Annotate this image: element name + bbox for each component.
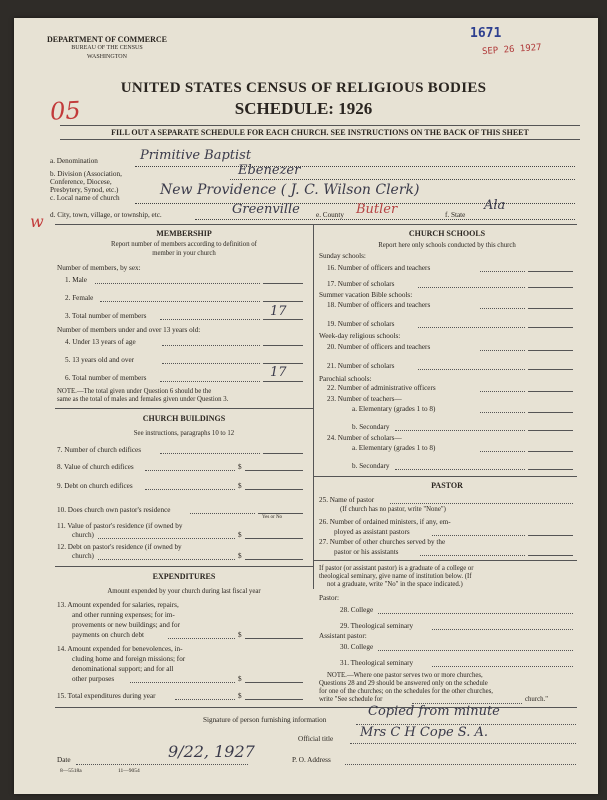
q13-dots <box>168 638 235 639</box>
q6-answer-line[interactable] <box>263 381 303 382</box>
q9-answer-line[interactable] <box>245 489 303 490</box>
q24a-answer-line[interactable] <box>528 451 573 452</box>
yes-no-hint: Yes or No <box>262 515 283 520</box>
signature-label: Signature of person furnishing information <box>203 716 327 724</box>
q3-dots <box>160 319 260 320</box>
department-name: DEPARTMENT OF COMMERCE <box>46 35 167 44</box>
q20-label: 20. Number of officers and teachers <box>327 343 431 351</box>
q22-label: 22. Number of administrative officers <box>327 384 436 392</box>
serial-number: 1671 <box>470 26 502 41</box>
q11-dollar: $ <box>238 531 242 539</box>
q12-dollar: $ <box>238 552 242 560</box>
q25-answer-line[interactable] <box>390 503 573 504</box>
q2-dots <box>100 301 260 302</box>
q13-label-d: payments on church debt <box>72 631 145 639</box>
q25-note: (If church has no pastor, write "None") <box>340 506 446 513</box>
q23a-answer-line[interactable] <box>528 412 573 413</box>
q2-female-label: 2. Female <box>65 294 94 302</box>
q1-answer-line[interactable] <box>263 283 303 284</box>
q23b-dots <box>395 430 525 431</box>
q15-dots <box>175 699 235 700</box>
q22-answer-line[interactable] <box>528 391 573 392</box>
q12-label-b: church) <box>72 552 94 560</box>
denomination-value: Primitive Baptist <box>140 148 252 163</box>
q27-label-b: pastor or his assistants <box>334 548 399 556</box>
q14-label-c: denominational support; and for all <box>72 665 174 673</box>
q14-dollar: $ <box>238 675 242 683</box>
q23b-answer-line[interactable] <box>528 430 573 431</box>
q10-answer-line[interactable] <box>258 513 303 514</box>
membership-sub1: Report number of members according to definition of <box>111 241 257 248</box>
q26-dots <box>432 535 525 536</box>
membership-note1: NOTE.—The total given under Question 6 should be the <box>57 388 212 395</box>
q9-dots <box>145 489 235 490</box>
q14-answer-line[interactable] <box>245 682 303 683</box>
q3-total-label: 3. Total number of members <box>65 312 147 320</box>
local-name-label: c. Local name of church <box>50 194 120 202</box>
department-block <box>42 35 172 62</box>
denomination-label: a. Denomination <box>50 157 98 165</box>
schools-sub: Report here only schools conducted by this church <box>378 242 516 249</box>
bureau-name: BUREAU OF THE CENSUS <box>71 45 143 51</box>
q24a-label: a. Elementary (grades 1 to 8) <box>352 444 436 452</box>
pastor-note-3: for one of the churches; on the schedules for the other churches, <box>319 688 494 695</box>
buildings-heading: CHURCH BUILDINGS <box>142 414 226 423</box>
official-title-value: Mrs C H Cope S. A. <box>360 725 489 740</box>
grad-note-1: If pastor (or assistant pastor) is a graduate of a college or <box>319 565 474 572</box>
q9-label: 9. Debt on church edifices <box>57 482 133 490</box>
county-value: Butler <box>356 202 398 217</box>
grad-note-2: theological seminary, give name of institution below. (If <box>319 573 472 580</box>
q16-label: 16. Number of officers and teachers <box>327 264 431 272</box>
q31-label: 31. Theological seminary <box>340 659 414 667</box>
q22-dots <box>480 391 525 392</box>
q17-dots <box>418 287 525 288</box>
under-over-label: Number of members under and over 13 years old: <box>57 326 201 334</box>
q10-label: 10. Does church own pastor's residence <box>57 506 171 514</box>
q13-dollar: $ <box>238 631 242 639</box>
signature-value: Copied from minute <box>368 704 500 719</box>
q23b-label: b. Secondary <box>352 423 390 431</box>
denomination-line <box>135 166 575 167</box>
date-stamp: SEP 26 1927 <box>481 42 542 58</box>
q15-dollar: $ <box>238 692 242 700</box>
pastor-note-4: write "See schedule for <box>319 696 383 703</box>
city-label: d. City, town, village, or township, etc. <box>50 211 162 219</box>
q7-label: 7. Number of church edifices <box>57 446 142 454</box>
q24b-label: b. Secondary <box>352 462 390 470</box>
local-name-value: New Providence ( J. C. Wilson Clerk) <box>160 182 420 198</box>
expenditures-heading: EXPENDITURES <box>152 572 216 581</box>
city-value: Greenville <box>232 202 300 217</box>
q4-label: 4. Under 13 years of age <box>65 338 136 346</box>
q12-answer-line[interactable] <box>245 559 303 560</box>
instruction-banner: FILL OUT A SEPARATE SCHEDULE FOR EACH CHURCH. SEE INSTRUCTIONS ON THE BACK OF THIS SHEET <box>60 125 580 140</box>
q20-answer-line[interactable] <box>528 350 573 351</box>
q24b-answer-line[interactable] <box>528 469 573 470</box>
po-address-line[interactable] <box>345 764 576 765</box>
q11-label-b: church) <box>72 531 94 539</box>
q4-dots <box>162 345 260 346</box>
schools-bottom-rule <box>313 476 577 477</box>
pastor-note-5: church." <box>525 696 548 703</box>
membership-bottom-rule <box>55 408 313 409</box>
weekday-label: Week-day religious schools: <box>319 332 401 340</box>
state-value: Ala <box>484 198 506 213</box>
q14-label-b: cluding home and foreign missions; for <box>72 655 186 663</box>
q8-label: 8. Value of church edifices <box>57 463 134 471</box>
date-line[interactable] <box>76 764 248 765</box>
q16-answer-line[interactable] <box>528 271 573 272</box>
q18-label: 18. Number of officers and teachers <box>327 301 431 309</box>
buildings-bottom-rule <box>55 566 313 567</box>
q5-label: 5. 13 years old and over <box>65 356 135 364</box>
pastor-subheading: Pastor: <box>319 594 339 602</box>
q15-answer-line[interactable] <box>245 699 303 700</box>
state-label: f. State <box>445 211 466 219</box>
division-value: Ebenezer <box>238 163 301 178</box>
q14-dots <box>130 682 235 683</box>
q19-label: 19. Number of scholars <box>327 320 395 328</box>
q13-label-b: and other running expenses; for im- <box>72 611 175 619</box>
q23a-label: a. Elementary (grades 1 to 8) <box>352 405 436 413</box>
q4-answer-line[interactable] <box>263 345 303 346</box>
q11-answer-line[interactable] <box>245 538 303 539</box>
q8-dots <box>145 470 235 471</box>
red-handwritten-number: 05 <box>49 96 82 126</box>
q17-answer-line[interactable] <box>528 287 573 288</box>
q18-answer-line[interactable] <box>528 308 573 309</box>
city-name: WASHINGTON <box>87 54 127 60</box>
q28-label: 28. College <box>340 606 374 614</box>
q26-label-a: 26. Number of ordained ministers, if any, em- <box>319 518 451 526</box>
print-number: 11—9054 <box>118 768 140 774</box>
q19-dots <box>418 327 525 328</box>
q23-label: 23. Number of teachers— <box>327 395 402 403</box>
q9-dollar: $ <box>238 482 242 490</box>
assistant-subheading: Assistant pastor: <box>319 632 367 640</box>
grad-note-3: not a graduate, write "No" in the space indicated.) <box>327 581 463 588</box>
q10-dots <box>190 513 255 514</box>
buildings-sub: See instructions, paragraphs 10 to 12 <box>133 430 235 437</box>
q14-label-d: other purposes <box>72 675 115 683</box>
form-subtitle: SCHEDULE: 1926 <box>234 99 373 118</box>
parochial-label: Parochial schools: <box>319 375 372 383</box>
q17-label: 17. Number of scholars <box>327 280 395 288</box>
q24a-dots <box>480 451 525 452</box>
date-value: 9/22, 1927 <box>168 742 255 761</box>
q23a-dots <box>480 412 525 413</box>
expenditures-sub: Amount expended by your church during last fiscal year <box>107 588 261 595</box>
members-by-sex-label: Number of members, by sex: <box>57 264 141 272</box>
pastor-note-1: NOTE.—Where one pastor serves two or more churches, <box>327 672 483 679</box>
q13-label-c: provements or new buildings; and for <box>72 621 180 629</box>
schools-heading: CHURCH SCHOOLS <box>408 229 486 238</box>
form-title: UNITED STATES CENSUS OF RELIGIOUS BODIES <box>120 80 487 96</box>
q6-value: 17 <box>270 365 287 380</box>
q5-dots <box>162 363 260 364</box>
q12-dots <box>98 559 235 560</box>
membership-heading: MEMBERSHIP <box>156 229 212 238</box>
q21-dots <box>418 369 525 370</box>
q27-dots <box>420 555 525 556</box>
q28-answer-line[interactable] <box>378 613 573 614</box>
q18-dots <box>480 308 525 309</box>
pastor-heading: PASTOR <box>431 481 463 490</box>
county-label: e. County <box>316 211 344 219</box>
q25-label: 25. Name of pastor <box>319 496 375 504</box>
q30-label: 30. College <box>340 643 374 651</box>
q13-label-a: 13. Amount expended for salaries, repairs, <box>57 601 179 609</box>
q7-answer-line[interactable] <box>263 453 303 454</box>
q6-dots <box>160 381 260 382</box>
q11-label-a: 11. Value of pastor's residence (if owned by <box>57 522 183 530</box>
q24b-dots <box>395 469 525 470</box>
official-title-line[interactable] <box>350 743 576 744</box>
q7-dots <box>160 453 260 454</box>
q19-answer-line[interactable] <box>528 327 573 328</box>
q3-value: 17 <box>270 304 287 319</box>
q31-answer-line[interactable] <box>432 666 573 667</box>
q30-answer-line[interactable] <box>378 650 573 651</box>
po-address-label: P. O. Address <box>292 756 331 764</box>
local-name-line <box>135 203 575 204</box>
pastor-note-2: Questions 28 and 29 should be answered only on the schedule <box>319 680 488 687</box>
q6-label: 6. Total number of members <box>65 374 147 382</box>
q29-label: 29. Theological seminary <box>340 622 414 630</box>
q1-dots <box>95 283 260 284</box>
q14-label-a: 14. Amount expended for benevolences, in- <box>57 645 183 653</box>
q16-dots <box>480 271 525 272</box>
membership-note2: same as the total of males and females given under Question 3. <box>57 396 229 403</box>
q26-label-b: ployed as assistant pastors <box>334 528 410 536</box>
summer-label: Summer vacation Bible schools: <box>319 291 413 299</box>
q21-answer-line[interactable] <box>528 369 573 370</box>
q20-dots <box>480 350 525 351</box>
column-divider <box>313 225 314 589</box>
q21-label: 21. Number of scholars <box>327 362 395 370</box>
form-number: 8—5518a <box>60 768 82 774</box>
q26-answer-line[interactable] <box>528 535 573 536</box>
official-title-label: Official title <box>298 735 334 743</box>
pastor-mid-rule <box>313 560 577 561</box>
division-line <box>230 179 575 180</box>
q27-label-a: 27. Number of other churches served by the <box>319 538 446 546</box>
q5-answer-line[interactable] <box>263 363 303 364</box>
q11-dots <box>98 538 235 539</box>
q13-answer-line[interactable] <box>245 638 303 639</box>
red-margin-mark: w <box>30 212 44 231</box>
q8-answer-line[interactable] <box>245 470 303 471</box>
q12-label-a: 12. Debt on pastor's residence (if owned by <box>57 543 182 551</box>
q3-answer-line[interactable] <box>263 319 303 320</box>
q2-answer-line[interactable] <box>263 301 303 302</box>
date-label: Date <box>57 756 71 764</box>
q8-dollar: $ <box>238 463 242 471</box>
q27-answer-line[interactable] <box>528 555 573 556</box>
membership-sub2: member in your church <box>152 250 216 257</box>
city-line <box>195 219 575 220</box>
sunday-label: Sunday schools: <box>319 252 366 260</box>
q29-answer-line[interactable] <box>432 629 573 630</box>
q15-label: 15. Total expenditures during year <box>57 692 156 700</box>
section-top-rule <box>55 224 577 225</box>
division-label: b. Division (Association, Conference, Diocese, Presbytery, Synod, etc.) <box>50 170 122 194</box>
q24-label: 24. Number of scholars— <box>327 434 402 442</box>
q1-male-label: 1. Male <box>65 276 87 284</box>
